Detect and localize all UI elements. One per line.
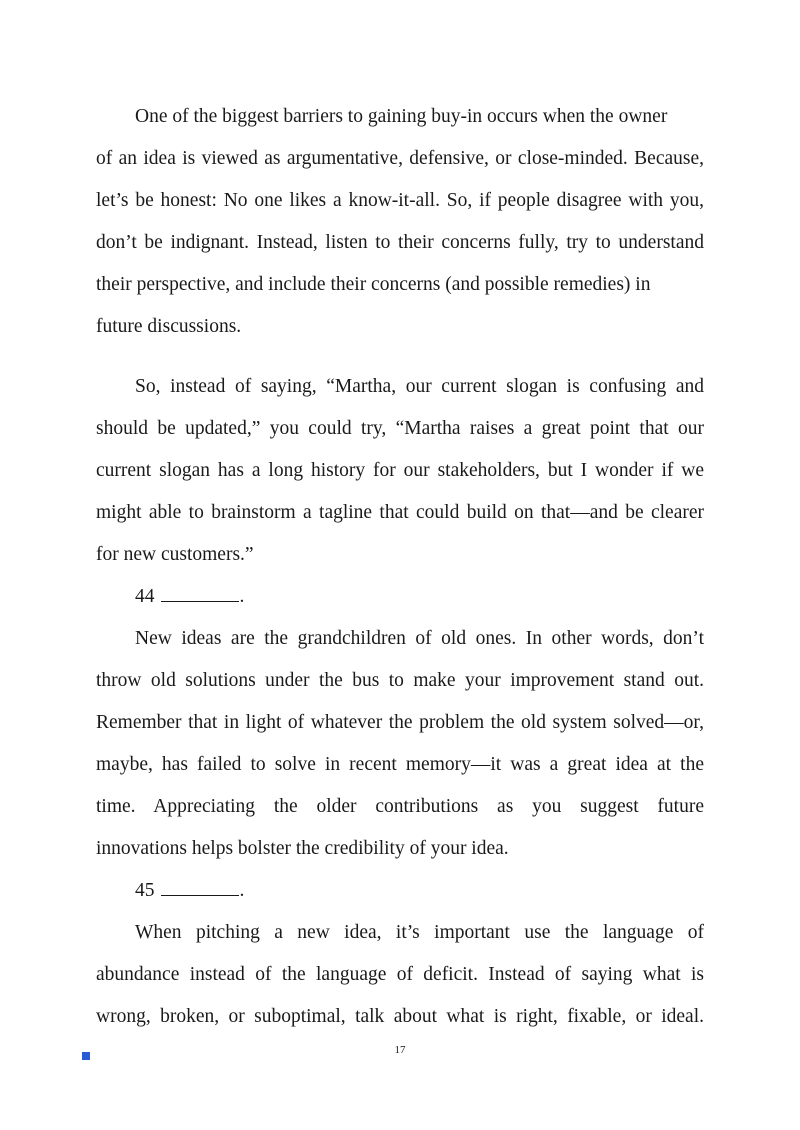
paragraph-line: future discussions. — [96, 316, 242, 337]
paragraph-line: Remember that in light of whatever the problem the old system solved—or, — [96, 712, 704, 733]
paragraph-line: New ideas are the grandchildren of old ones. In other words, don’t — [135, 628, 704, 649]
paragraph-line: When pitching a new idea, it’s important use the language of — [135, 922, 704, 943]
paragraph-line: should be updated,” you could try, “Martha raises a great point that our — [96, 418, 704, 439]
paragraph-line: wrong, broken, or suboptimal, talk about what is right, fixable, or ideal. — [96, 1006, 704, 1027]
paragraph-line: let’s be honest: No one likes a know-it-all. So, if people disagree with you, — [96, 190, 704, 211]
paragraph-line: their perspective, and include their concerns (and possible remedies) in — [96, 274, 651, 295]
paragraph-martha-example — [96, 366, 704, 576]
answer-blank[interactable] — [161, 585, 239, 602]
paragraph-line: current slogan has a long history for our stakeholders, but I wonder if we — [96, 460, 704, 481]
paragraph-line: So, instead of saying, “Martha, our current slogan is confusing and — [135, 376, 704, 397]
paragraph-line: might able to brainstorm a tagline that could build on that—and be clearer — [96, 502, 704, 523]
question-period: . — [239, 880, 245, 901]
page-number: 17 — [394, 1044, 406, 1056]
question-number: 45 — [135, 880, 155, 901]
question-period: . — [239, 586, 245, 607]
paragraph-line: One of the biggest barriers to gaining buy-in occurs when the owner — [135, 106, 668, 127]
paragraph-line: don’t be indignant. Instead, listen to their concerns fully, try to understand — [96, 232, 704, 253]
paragraph-line: abundance instead of the language of deficit. Instead of saying what is — [96, 964, 704, 985]
paragraph-barriers — [96, 96, 704, 348]
paragraph-line: time. Appreciating the older contributions as you suggest future — [96, 796, 704, 817]
paragraph-line: of an idea is viewed as argumentative, defensive, or close-minded. Because, — [96, 148, 704, 169]
paragraph-line: for new customers.” — [96, 544, 254, 565]
question-44 — [135, 576, 244, 618]
question-number: 44 — [135, 586, 155, 607]
paragraph-line: throw old solutions under the bus to make your improvement stand out. — [96, 670, 704, 691]
paragraph-line: innovations helps bolster the credibility of your idea. — [96, 838, 509, 859]
paragraph-line: maybe, has failed to solve in recent memory—it was a great idea at the — [96, 754, 704, 775]
paragraph-old-ideas — [96, 618, 704, 870]
answer-blank[interactable] — [161, 879, 239, 896]
question-45 — [135, 870, 244, 912]
paragraph-abundance — [96, 912, 704, 1038]
